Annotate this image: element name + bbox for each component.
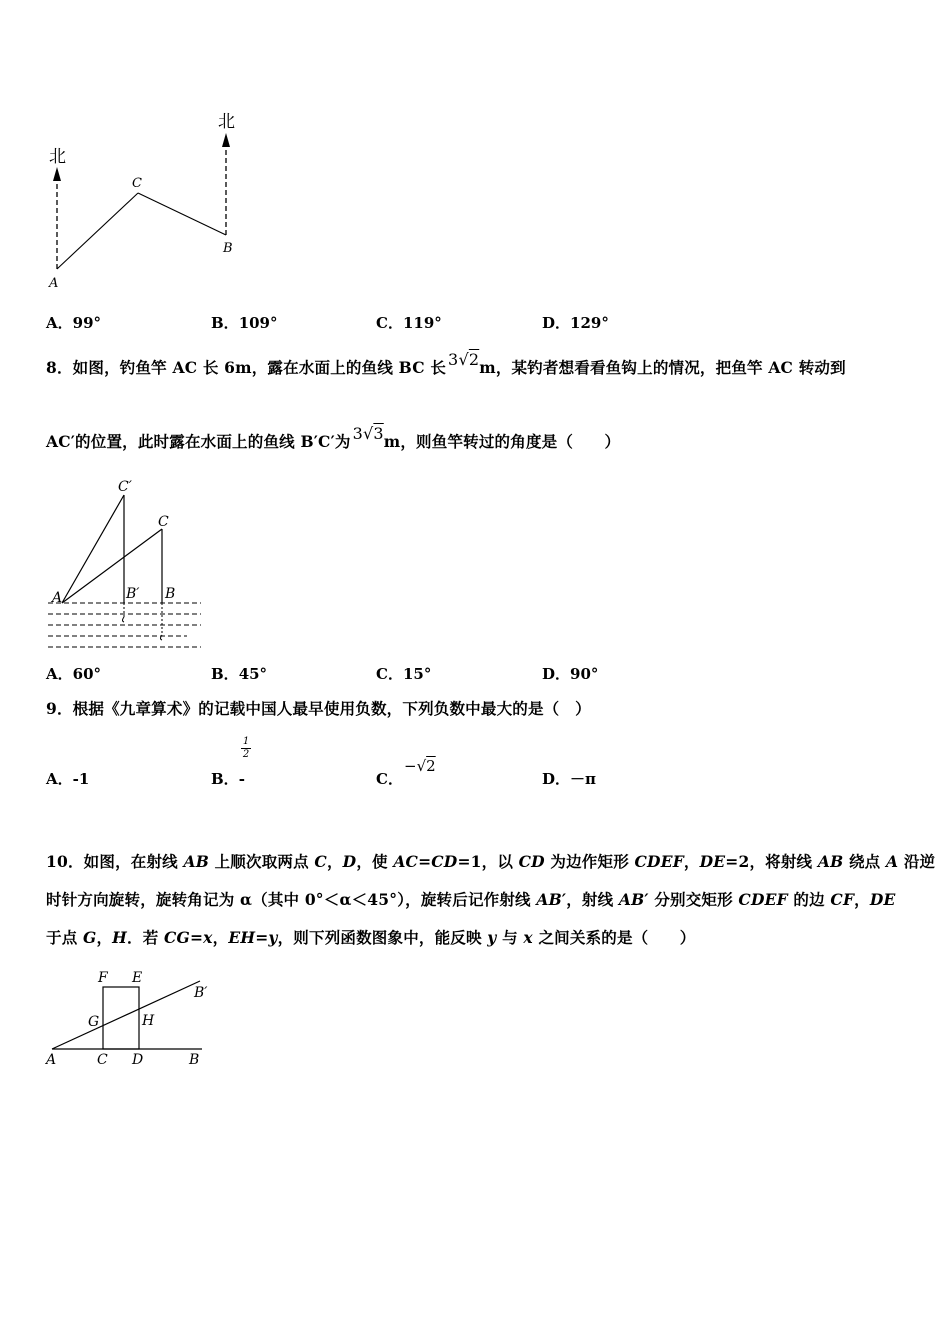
q8-option-b[interactable]: B．45°: [211, 665, 268, 683]
q10-label-f: F: [98, 970, 108, 986]
q7-option-a[interactable]: A．99°: [46, 314, 102, 332]
q10-rectangle-cdef: [103, 987, 139, 1049]
q10-label-e: E: [132, 970, 143, 986]
q7-figure: [40, 105, 260, 300]
q10-stem-line1: 10．如图，在射线 AB 上顺次取两点 C，D，使 AC=CD=1，以 CD 为边作矩形 CDEF，DE=2，将射线 AB 绕点 A 沿逆: [46, 852, 936, 871]
q8-option-c[interactable]: C．15°: [376, 665, 432, 683]
q8-stem-line2: AC′的位置，此时露在水面上的鱼线 B′C′为 3√3m，则鱼竿转过的角度是（ ）: [46, 424, 621, 451]
q9-stem: 9．根据《九章算术》的记载中国人最早使用负数，下列负数中最大的是（ ）: [46, 699, 591, 718]
q7-segment-cb: [138, 193, 226, 235]
q9-option-b-fraction: 1 2: [242, 736, 250, 760]
q10-label-d: D: [132, 1052, 144, 1068]
q7-north-label-left: 北: [49, 147, 66, 167]
q9-option-d[interactable]: D．－π: [542, 770, 596, 788]
q8-hook-prime-icon: [123, 617, 125, 622]
q8-label-c: C: [158, 514, 169, 530]
q10-stem-line2: 时针方向旋转，旋转角记为 α（其中 0°＜α＜45°），旋转后记作射线 AB′，射线 AB′ 分别交矩形 CDEF 的边 CF，DE: [46, 890, 896, 909]
q10-label-g: G: [88, 1014, 100, 1030]
q10-label-b-prime: B′: [194, 985, 208, 1001]
q7-north-arrow-left: [53, 167, 61, 181]
q8-figure: [44, 475, 209, 655]
q8-option-a[interactable]: A．60°: [46, 665, 102, 683]
q7-label-c: C: [132, 176, 142, 191]
q10-label-h: H: [142, 1013, 155, 1029]
q7-label-a: A: [49, 276, 59, 291]
q10-label-a: A: [46, 1052, 57, 1068]
q10-stem-line3: 于点 G，H．若 CG=x，EH=y，则下列函数图象中，能反映 y 与 x 之间关系的是（ ）: [46, 928, 696, 947]
q8-rod-ac-prime: [62, 495, 124, 603]
q8-label-c-prime: C′: [118, 479, 132, 495]
q10-ray-ab-prime: [52, 981, 200, 1049]
q7-north-label-right: 北: [218, 112, 235, 132]
q8-label-b: B: [165, 586, 176, 602]
q7-option-c[interactable]: C．119°: [376, 314, 442, 332]
q7-north-arrow-right: [222, 133, 230, 147]
q10-figure: [40, 965, 220, 1075]
q8-option-d[interactable]: D．90°: [542, 665, 599, 683]
q10-label-b: B: [189, 1052, 200, 1068]
q9-option-a[interactable]: A．-1: [46, 770, 90, 788]
q7-label-b: B: [223, 241, 233, 256]
q9-option-c[interactable]: C．: [376, 770, 403, 788]
q8-stem-line1: 8．如图，钓鱼竿 AC 长 6m，露在水面上的鱼线 BC 长 3√2m，某钓者想看看鱼钩上的情况，把鱼竿 AC 转动到: [46, 350, 846, 377]
q8-rod-ac: [62, 529, 162, 603]
q8-label-b-prime: B′: [126, 586, 140, 602]
q7-option-b[interactable]: B．109°: [211, 314, 278, 332]
q7-option-d[interactable]: D．129°: [542, 314, 609, 332]
q10-label-c: C: [97, 1052, 108, 1068]
q9-option-b[interactable]: B．-: [211, 770, 245, 788]
q7-segment-ac: [57, 193, 138, 269]
q8-label-a: A: [52, 590, 63, 606]
q9-option-c-radical: −√2: [404, 757, 436, 775]
